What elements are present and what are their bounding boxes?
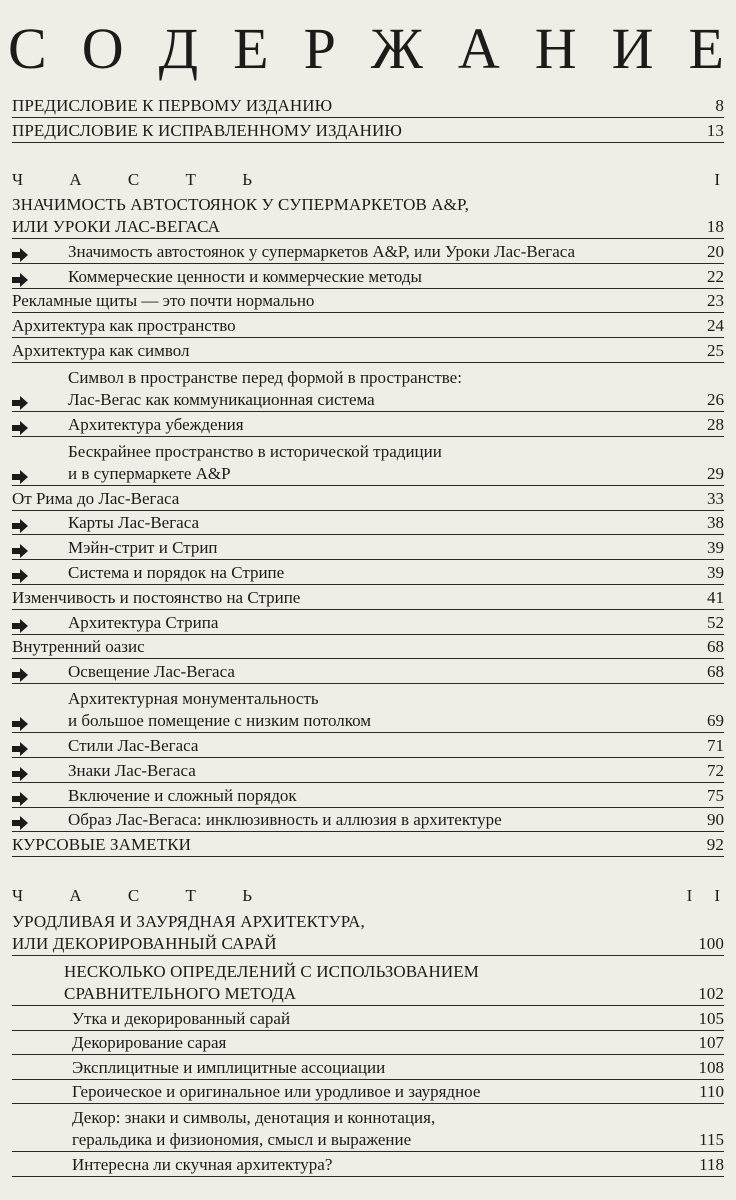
toc-entry-label-line: Изменчивость и постоянство на Стрипе [12, 587, 301, 607]
toc-entry-label-line: и большое помещение с низким потолком [68, 711, 372, 731]
toc-entry-page: 22 [707, 266, 724, 286]
toc-entry[interactable] [12, 363, 724, 412]
toc-entry-label [68, 785, 664, 807]
title-letter: Ж [370, 16, 423, 81]
toc-entry-label [72, 1032, 664, 1054]
heading-line-1: ЗНАЧИМОСТЬ АВТОСТОЯНОК У СУПЕРМАРКЕТОВ A&P, [12, 195, 469, 214]
part-letter: Ь [242, 170, 252, 189]
part-numeral [714, 170, 724, 190]
arrow-right-icon [12, 419, 28, 433]
toc-entry-label [68, 562, 664, 584]
arrow-right-icon [12, 271, 28, 285]
toc-entry-page: 8 [715, 96, 724, 115]
toc-entry[interactable] [12, 783, 724, 808]
toc-entry-label [68, 760, 664, 782]
toc-entry[interactable] [12, 1152, 724, 1177]
part-letter: Т [185, 886, 196, 905]
toc-entry[interactable] [12, 338, 724, 363]
toc-entry-page: 92 [706, 835, 724, 855]
toc-entry-page: 105 [698, 1008, 724, 1028]
toc-entry-label [12, 636, 664, 658]
arrow-right-icon [12, 814, 28, 828]
toc-entry-label [68, 266, 664, 288]
toc-entry-label-line: Декорирование сарая [72, 1033, 227, 1053]
toc-entry-page: 24 [707, 316, 724, 336]
toc-entry-label-line: Лас-Вегас как коммуникационная система [68, 389, 375, 409]
part-word [12, 170, 252, 190]
arrow-right-icon [12, 715, 28, 729]
toc-part-heading[interactable] [12, 908, 724, 956]
title-letter: Е [688, 16, 724, 81]
toc-entry[interactable] [12, 808, 724, 833]
toc-entry[interactable] [12, 535, 724, 560]
toc-entry[interactable] [12, 437, 724, 486]
toc-entry-label [72, 1154, 664, 1176]
title-letter: Е [233, 16, 269, 81]
toc-entry-label [72, 1057, 664, 1079]
toc-entry-page: 39 [707, 562, 724, 582]
toc-entry-label [12, 587, 664, 609]
toc-entry[interactable] [12, 1055, 724, 1080]
toc-entry-page: 28 [707, 414, 724, 434]
toc-entry-page: 71 [707, 735, 724, 755]
toc-entry-page: 38 [707, 513, 724, 533]
toc-entry[interactable] [12, 93, 724, 118]
toc-entry-label [12, 194, 664, 238]
toc-entry-label [68, 414, 664, 436]
arrow-right-icon [12, 567, 28, 581]
toc-entry-page: 29 [707, 463, 724, 483]
toc-entry-label-line: Карты Лас-Вегаса [68, 513, 200, 533]
toc-entry[interactable] [12, 1080, 724, 1105]
toc-entry-label [12, 488, 664, 510]
toc-entry[interactable] [12, 610, 724, 635]
toc-entry-label [68, 241, 664, 263]
arrow-right-icon [12, 740, 28, 754]
part-letter: Ч [12, 170, 24, 189]
toc-entry[interactable] [12, 560, 724, 585]
title-letter: И [611, 16, 654, 81]
toc-entry-label-line: Героическое и оригинальное или уродливое и заурядное [72, 1082, 481, 1102]
arrow-right-icon [12, 468, 28, 482]
toc-notes-entry[interactable] [12, 832, 724, 857]
toc-entry-label-line: Рекламные щиты — это почти нормально [12, 291, 315, 311]
arrow-right-icon [12, 394, 28, 408]
toc-entry-page: 68 [707, 662, 724, 682]
toc-entry[interactable] [12, 635, 724, 660]
toc-entry-page: 72 [707, 760, 724, 780]
toc-entry-page: 41 [707, 587, 724, 607]
arrow-right-icon [12, 246, 28, 260]
toc-entry[interactable] [12, 585, 724, 610]
toc-entry-label-line: Система и порядок на Стрипе [68, 562, 285, 582]
arrow-right-icon [12, 790, 28, 804]
heading-line-1: НЕСКОЛЬКО ОПРЕДЕЛЕНИЙ С ИСПОЛЬЗОВАНИЕМ [64, 962, 479, 981]
toc-entry-label-line: Внутренний оазис [12, 637, 145, 657]
toc-entry-label [72, 1008, 664, 1030]
toc-entry[interactable] [12, 1104, 724, 1152]
arrow-right-icon [12, 765, 28, 779]
toc-entry-label-line: Архитектура как пространство [12, 316, 236, 336]
toc-entry-label-line: Освещение Лас-Вегаса [68, 662, 235, 682]
toc-entry-page: 90 [707, 810, 724, 830]
toc-entry[interactable] [12, 1006, 724, 1031]
toc-entry-page: 108 [698, 1057, 724, 1077]
toc-entry[interactable] [12, 313, 724, 338]
toc-entry[interactable] [12, 412, 724, 437]
part-letter: А [69, 170, 82, 189]
toc-entry-page: 118 [699, 1154, 724, 1174]
toc-entry-label [12, 340, 664, 362]
toc-entry-label: КУРСОВЫЕ ЗАМЕТКИ [12, 835, 192, 855]
toc-entry[interactable] [12, 239, 724, 264]
arrow-right-icon [12, 517, 28, 531]
numeral-letter: I [714, 170, 720, 189]
toc-entry-page: 75 [707, 785, 724, 805]
toc-entry-label: ПРЕДИСЛОВИЕ К ПЕРВОМУ ИЗДАНИЮ [12, 96, 333, 115]
toc-entry[interactable] [12, 264, 724, 289]
toc-part-heading[interactable] [12, 192, 724, 239]
toc-entry-label-line: Бескрайнее пространство в исторической традиции [68, 441, 442, 461]
toc-entry-label-line: Значимость автостоянок у супермаркетов A&P, или Уроки Лас-Вегаса [68, 241, 576, 261]
part-heading-1 [12, 170, 724, 190]
numeral-letter: I [686, 886, 693, 905]
toc-entry-label-line: Утка и декорированный сарай [72, 1008, 291, 1028]
part-letter: С [127, 886, 140, 905]
part-heading-2 [12, 886, 724, 906]
toc-entry-label-line: Знаки Лас-Вегаса [68, 760, 196, 780]
toc-entry-label-line: Архитектура как символ [12, 340, 190, 360]
toc-entry-page: 33 [707, 488, 724, 508]
title-letter: Н [534, 16, 577, 81]
toc-entry-label-line: Декор: знаки и символы, денотация и коннотация, [72, 1108, 436, 1128]
page-title [8, 18, 724, 80]
title-letter: А [457, 16, 500, 81]
toc-entry-page: 52 [707, 612, 724, 632]
toc-entry-label-line: Архитектура Стрипа [68, 612, 219, 632]
part-letter: А [69, 886, 82, 905]
part-numeral [687, 886, 724, 906]
toc-entry-label-line: Символ в пространстве перед формой в пространстве: [68, 367, 462, 387]
toc-entry-label [68, 367, 664, 411]
title-letter: Д [158, 16, 199, 81]
title-letter: С [8, 16, 47, 81]
toc-entry-page: 107 [698, 1033, 724, 1053]
toc-entry-label [72, 1081, 664, 1103]
toc-entry-label-line: Коммерческие ценности и коммерческие методы [68, 266, 422, 286]
toc-entry-label-line: Интересна ли скучная архитектура? [72, 1154, 333, 1174]
toc-entry-label-line: Образ Лас-Вегаса: инклюзивность и аллюзия в архитектуре [68, 810, 502, 830]
toc-entry-label [68, 612, 664, 634]
toc-entry-label [68, 512, 664, 534]
toc-entry[interactable] [12, 511, 724, 536]
toc-entry[interactable] [12, 486, 724, 511]
toc-entry-label [68, 688, 664, 732]
toc-sub-heading[interactable] [12, 956, 724, 1006]
part2-section [12, 908, 724, 1177]
part-word [12, 886, 252, 906]
prefaces-section [12, 93, 724, 143]
toc-entry-label-line: Архитектура убеждения [68, 414, 244, 434]
toc-entry-label-line: и в супермаркете A&P [68, 463, 231, 483]
arrow-right-icon [12, 542, 28, 556]
toc-entry-page: 115 [699, 1130, 724, 1150]
numeral-letter: I [714, 886, 720, 905]
toc-entry[interactable] [12, 758, 724, 783]
part-letter: Т [185, 170, 196, 189]
toc-entry-label [64, 961, 664, 1005]
toc-entry-page: 102 [698, 984, 724, 1003]
toc-entry-page: 68 [707, 637, 724, 657]
toc-entry-page: 13 [706, 121, 724, 140]
toc-entry-page: 39 [707, 538, 724, 558]
toc-entry-label [68, 809, 664, 831]
toc-entry-label-line: От Рима до Лас-Вегаса [12, 488, 180, 508]
title-letter: О [81, 16, 124, 81]
toc-entry[interactable] [12, 733, 724, 758]
toc-entry-label-line: Архитектурная монументальность [68, 689, 319, 709]
toc-entry-label [68, 735, 664, 757]
toc-entry[interactable] [12, 659, 724, 684]
toc-entry-label: ПРЕДИСЛОВИЕ К ИСПРАВЛЕННОМУ ИЗДАНИЮ [12, 121, 402, 140]
heading-line-2: СРАВНИТЕЛЬНОГО МЕТОДА [64, 984, 297, 1003]
heading-line-2: ИЛИ ДЕКОРИРОВАННЫЙ САРАЙ [12, 934, 277, 953]
toc-entry-label [68, 537, 664, 559]
toc-entry[interactable] [12, 1031, 724, 1056]
toc-entry-page: 20 [707, 241, 724, 261]
heading-line-1: УРОДЛИВАЯ И ЗАУРЯДНАЯ АРХИТЕКТУРА, [12, 912, 365, 931]
toc-entry-label [12, 290, 664, 312]
arrow-right-icon [12, 617, 28, 631]
toc-entry[interactable] [12, 684, 724, 733]
toc-entry-label [68, 661, 664, 683]
part-letter: С [127, 170, 140, 189]
heading-line-2: ИЛИ УРОКИ ЛАС-ВЕГАСА [12, 217, 221, 236]
part1-section [12, 192, 724, 857]
toc-entry-label [68, 441, 664, 485]
arrow-right-icon [12, 666, 28, 680]
title-letter: Р [303, 16, 336, 81]
toc-entry-label [12, 315, 664, 337]
toc-entry-label-line: геральдика и физиономия, смысл и выражение [72, 1130, 412, 1150]
toc-entry-page: 100 [698, 934, 724, 953]
toc-entry-label-line: Мэйн-стрит и Стрип [68, 538, 218, 558]
toc-entry-page: 69 [707, 711, 724, 731]
part-letter: Ч [12, 886, 24, 905]
toc-entry[interactable] [12, 118, 724, 143]
toc-entry-page: 110 [699, 1082, 724, 1102]
toc-entry[interactable] [12, 289, 724, 314]
toc-entry-page: 18 [706, 217, 724, 236]
toc-entry-label-line: Эксплицитные и имплицитные ассоциации [72, 1057, 386, 1077]
toc-entry-page: 26 [707, 389, 724, 409]
toc-entry-label [72, 1107, 664, 1151]
toc-entry-label-line: Включение и сложный порядок [68, 785, 297, 805]
toc-entry-label [12, 911, 664, 955]
toc-entry-page: 25 [707, 340, 724, 360]
toc-entry-page: 23 [707, 291, 724, 311]
toc-entry-label-line: Стили Лас-Вегаса [68, 735, 199, 755]
part-letter: Ь [242, 886, 252, 905]
